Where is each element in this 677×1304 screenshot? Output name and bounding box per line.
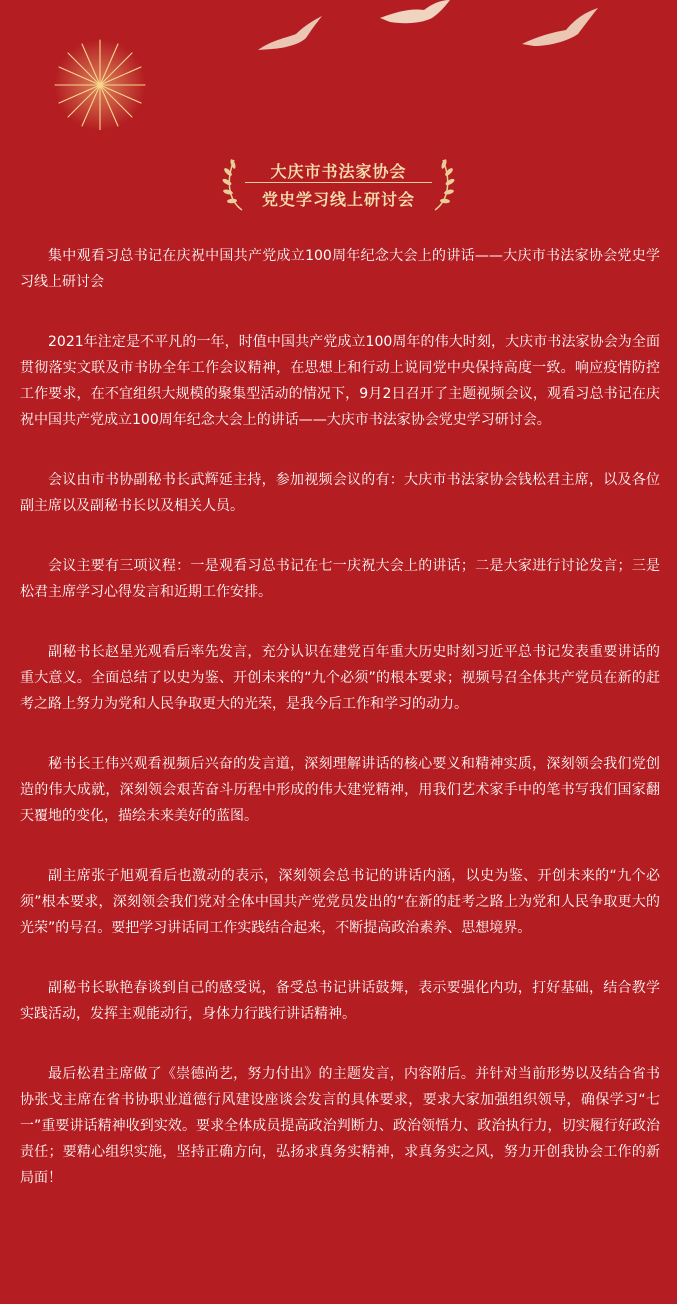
article-body — [20, 243, 660, 1225]
dove-icon — [380, 0, 450, 23]
dove-icon — [522, 8, 598, 46]
article-paragraph: 集中观看习总书记在庆祝中国共产党成立100周年纪念大会上的讲话——大庆市书法家协会党史学习线上研讨会 — [20, 248, 660, 290]
header-decoration — [0, 0, 677, 130]
banner-title-line2: 党史学习线上研讨会 — [261, 190, 415, 209]
article-paragraph: 副主席张子旭观看后也激动的表示，深刻领会总书记的讲话内涵，以史为鉴、开创未来的“九个必须”根本要求，深刻领会我们党对全体中国共产党党员发出的“在新的赶考之路上为党和人民争取更大的光荣”的号召。要把学习讲话同工作实践结合起来，不断提高政治素养、思想境界。 — [20, 868, 660, 936]
dove-icon — [258, 16, 322, 50]
article-paragraph: 副秘书长赵星光观看后率先发言，充分认识在建党百年重大历史时刻习近平总书记发表重要讲话的重大意义。全面总结了以史为鉴、开创未来的“九个必须”的根本要求；视频号召全体共产党员在新的赶考之路上努力为党和人民争取更大的光荣，是我今后工作和学习的动力。 — [20, 644, 660, 712]
title-divider — [245, 182, 432, 183]
article-paragraph: 会议由市书协副秘书长武辉延主持，参加视频会议的有：大庆市书法家协会钱松君主席，以及各位副主席以及副秘书长以及相关人员。 — [20, 472, 660, 514]
article-paragraph: 副秘书长耿艳春谈到自己的感受说，备受总书记讲话鼓舞，表示要强化内功，打好基础，结合教学实践活动，发挥主观能动行，身体力行践行讲话精神。 — [20, 980, 660, 1022]
article-paragraph: 2021年注定是不平凡的一年，时值中国共产党成立100周年的伟大时刻，大庆市书法家协会为全面贯彻落实文联及市书协全年工作会议精神，在思想上和行动上说同党中央保持高度一致。响应疫情防控工作要求，在不宜组织大规模的聚集型活动的情况下，9月2日召开了主题视频会议，观看习总书记在庆祝中国共产党成立100周年纪念大会上的讲话——大庆市书法家协会党史学习研讨会。 — [20, 334, 660, 428]
banner-title-line1: 大庆市书法家协会 — [270, 162, 407, 181]
title-banner — [0, 150, 677, 220]
article-paragraph: 最后松君主席做了《崇德尚艺，努力付出》的主题发言，内容附后。并针对当前形势以及结合省书协张戈主席在省书协职业道德行风建设座谈会发言的具体要求，要求大家加强组织领导，确保学习“七一”重要讲话精神收到实效。要求全体成员提高政治判断力、政治领悟力、政治执行力，切实履行好政治责任；要精心组织实施，坚持正确方向，弘扬求真务实精神，求真务实之风，努力开创我协会工作的新局面！ — [20, 1066, 660, 1186]
laurel-right-icon — [431, 156, 457, 212]
article-paragraph: 会议主要有三项议程：一是观看习总书记在七一庆祝大会上的讲话；二是大家进行讨论发言；三是松君主席学习心得发言和近期工作安排。 — [20, 558, 660, 600]
article-paragraph: 秘书长王伟兴观看视频后兴奋的发言道，深刻理解讲话的核心要义和精神实质，深刻领会我们党创造的伟大成就，深刻领会艰苦奋斗历程中形成的伟大建党精神，用我们艺术家手中的笔书写我们国家翻天覆地的变化，描绘未来美好的蓝图。 — [20, 756, 660, 824]
firework-burst-icon — [55, 40, 145, 130]
